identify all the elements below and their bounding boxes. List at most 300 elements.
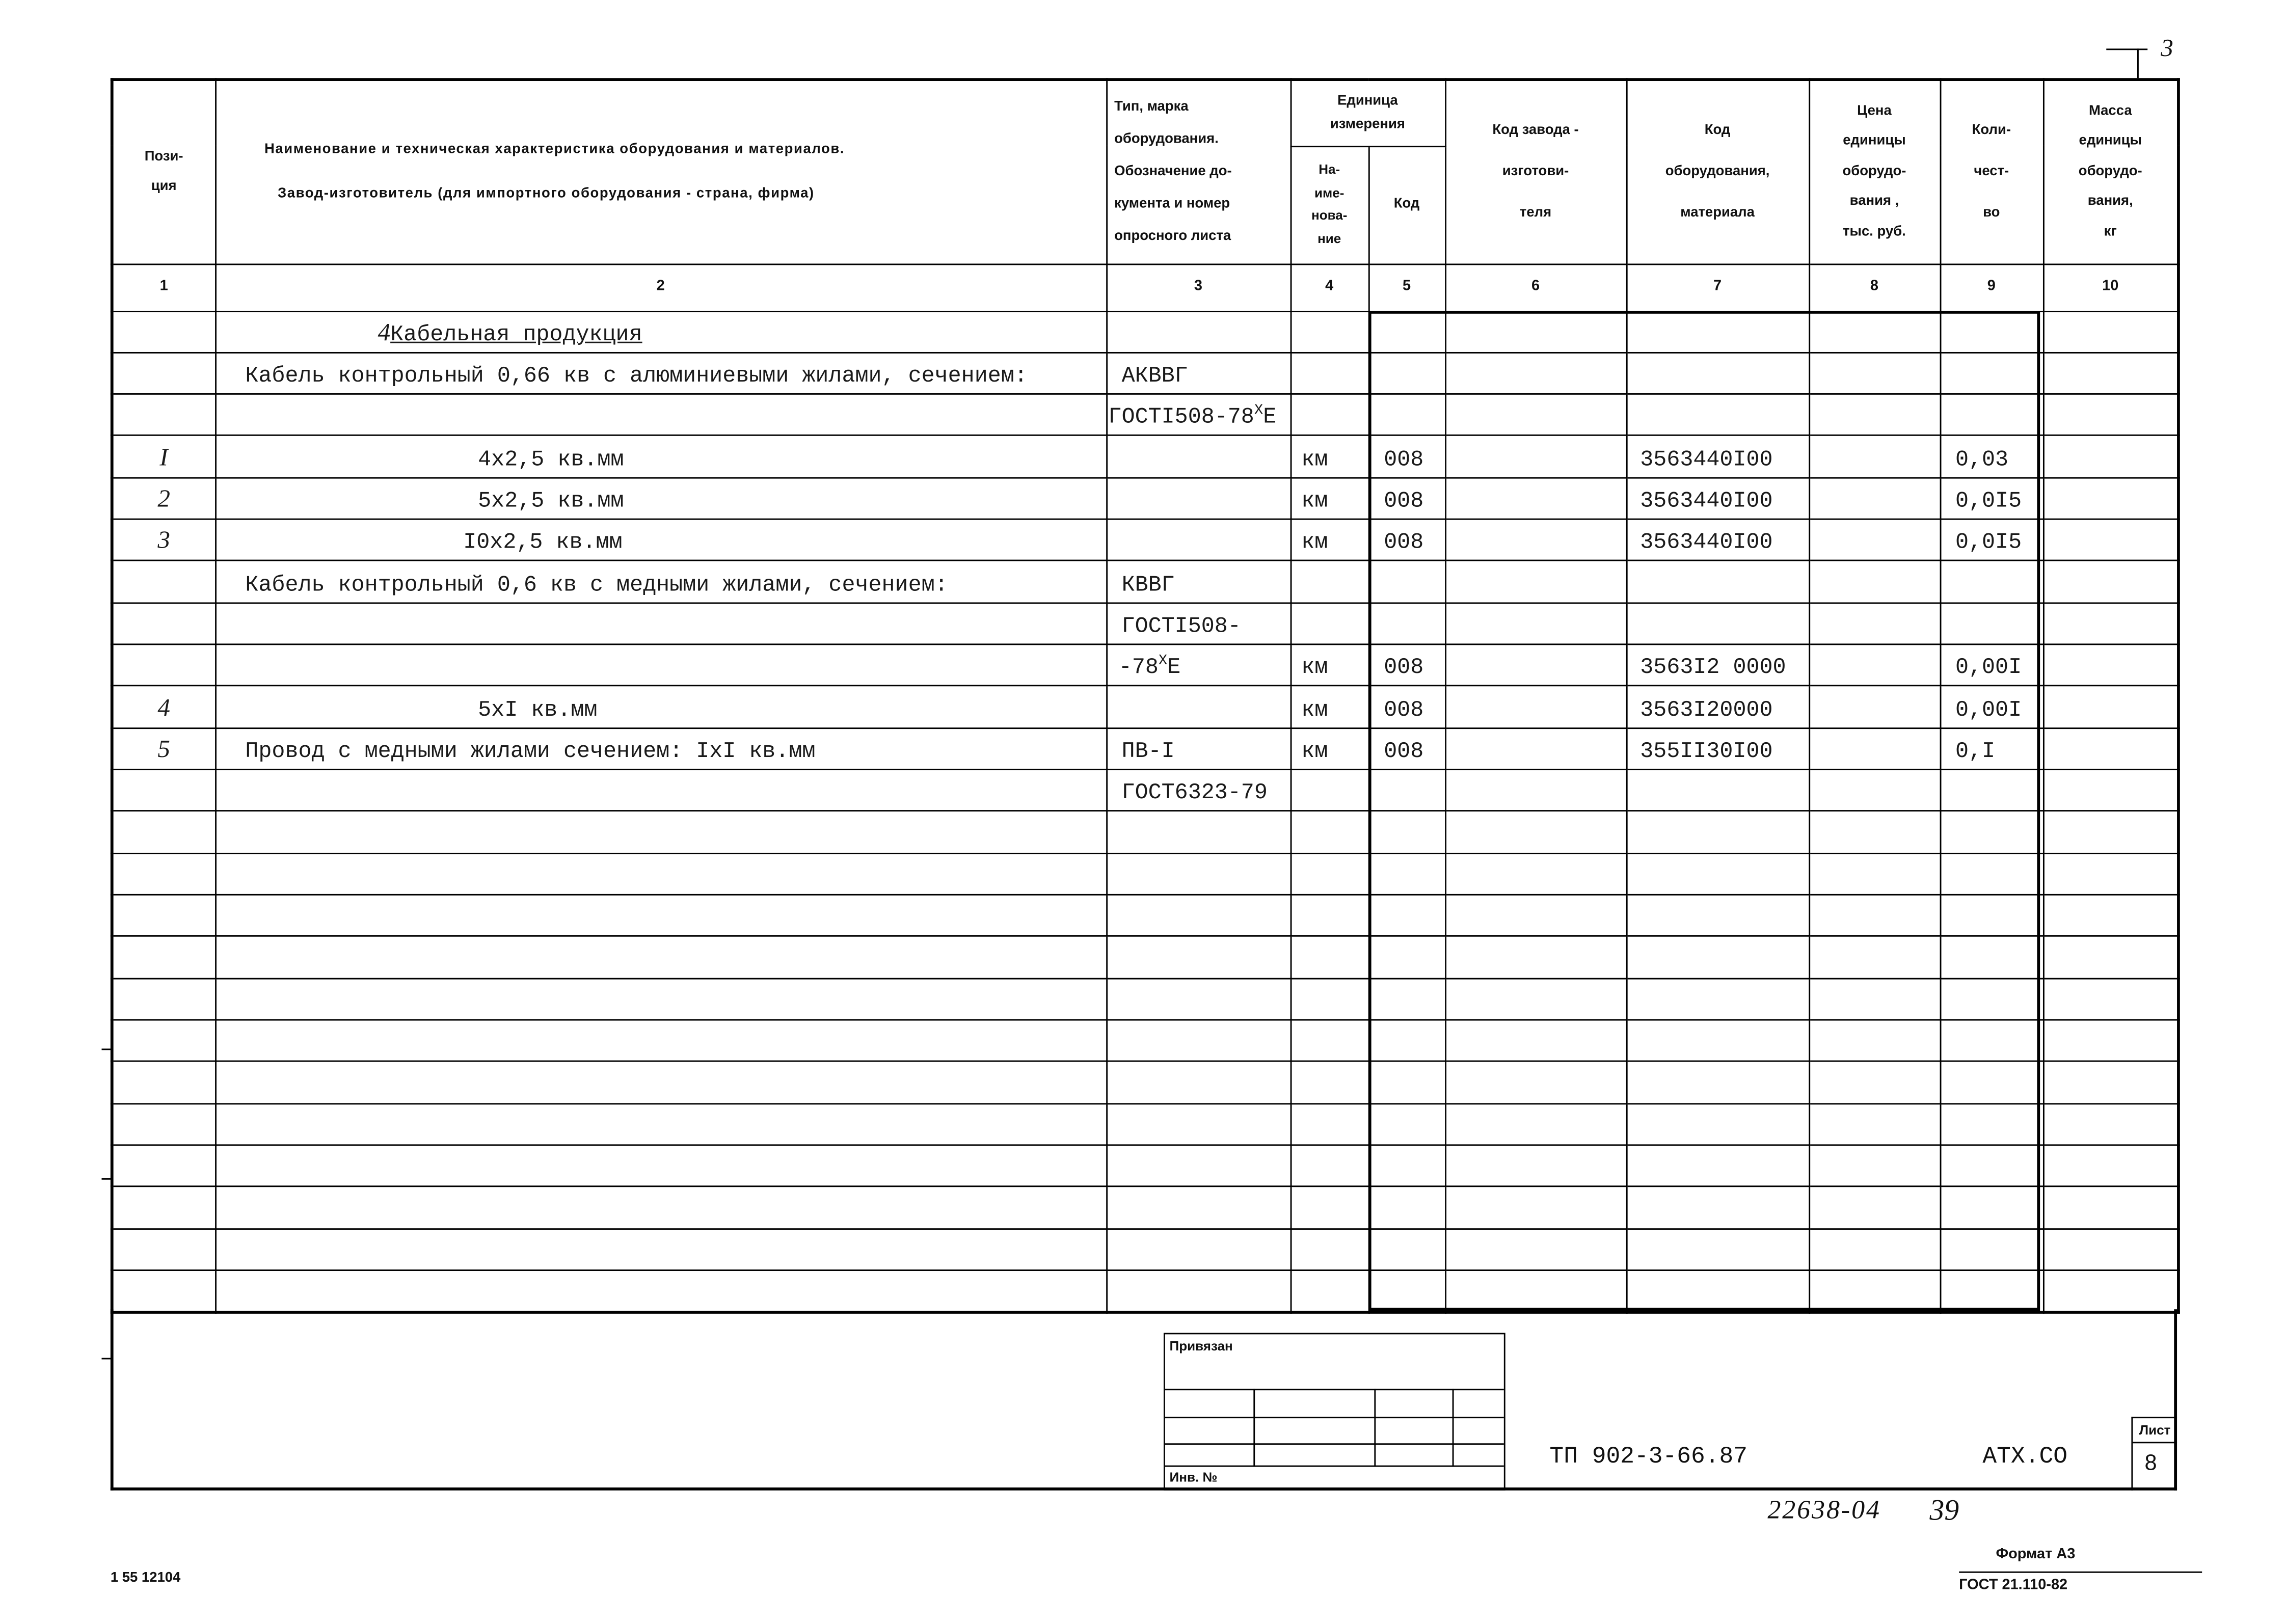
- cell-unit-code: [1368, 1103, 1445, 1145]
- header-unit-code: [1368, 146, 1445, 263]
- column-number: 6: [1445, 264, 1626, 311]
- header-line: во: [1983, 204, 2000, 221]
- column-number: 4: [1290, 264, 1368, 311]
- cell-equipment-code: [1626, 1229, 1809, 1270]
- table-row: [112, 311, 2179, 353]
- header-line: вания,: [2087, 193, 2133, 209]
- cell-plant-code: [1445, 520, 1626, 561]
- table-row: [112, 1020, 2179, 1062]
- cell-equipment-code: [1626, 1103, 1809, 1145]
- cell-unit-price: [1809, 1270, 1940, 1312]
- table-row: [112, 603, 2179, 644]
- header-line: Наименование и техническая характеристика оборудования и материалов.: [264, 141, 845, 157]
- cell-unit-code: [1368, 644, 1445, 686]
- cell-position: [112, 811, 215, 853]
- cell-quantity: [1940, 1187, 2043, 1229]
- cell-unit-code: [1368, 436, 1445, 478]
- cell-plant-code: [1445, 1187, 1626, 1229]
- cell-name: [215, 895, 1106, 937]
- header-line: опросного листа: [1114, 228, 1231, 245]
- cell-unit-mass: [2043, 603, 2179, 644]
- cell-unit-mass: [2043, 436, 2179, 478]
- stamp-label: Привязан: [1169, 1339, 1233, 1354]
- cell-quantity: [1940, 478, 2043, 520]
- cell-unit-price: [1809, 436, 1940, 478]
- cell-unit-price: [1809, 394, 1940, 436]
- cell-type-mark: [1106, 311, 1290, 353]
- header-unit-price: [1809, 79, 1940, 263]
- cell-quantity: [1940, 394, 2043, 436]
- cell-unit-price: [1809, 770, 1940, 811]
- cell-unit-name: [1290, 1229, 1368, 1270]
- cell-quantity: [1940, 644, 2043, 686]
- cell-equipment-code: [1626, 394, 1809, 436]
- cell-type-mark: [1106, 770, 1290, 811]
- cell-name: [215, 978, 1106, 1020]
- standard-label: ГОСТ 21.110-82: [1959, 1577, 2068, 1594]
- header-line: Тип, марка: [1114, 98, 1189, 115]
- cell-quantity: [1940, 603, 2043, 644]
- table-row: [112, 686, 2179, 728]
- cell-text: км: [1301, 531, 1328, 556]
- cell-text: 0,00I: [1955, 697, 2022, 723]
- cell-plant-code: [1445, 728, 1626, 770]
- cell-unit-name: [1290, 561, 1368, 603]
- table-row: [112, 1187, 2179, 1229]
- header-line: кг: [2104, 223, 2117, 239]
- header-unit-name: [1290, 146, 1368, 263]
- cell-unit-mass: [2043, 811, 2179, 853]
- cell-type-mark: [1106, 478, 1290, 520]
- cell-text: ГОСТ6323-79: [1121, 781, 1268, 806]
- cell-unit-mass: [2043, 1229, 2179, 1270]
- cell-unit-price: [1809, 1145, 1940, 1187]
- cell-name: [215, 1229, 1106, 1270]
- cell-name: [215, 644, 1106, 686]
- cell-text: 3: [157, 526, 170, 555]
- cell-position: [112, 1145, 215, 1187]
- cell-name: [215, 1145, 1106, 1187]
- cell-unit-mass: [2043, 394, 2179, 436]
- page-number-mark: 3: [2161, 34, 2173, 62]
- cell-type-mark: [1106, 353, 1290, 394]
- header-line: Коли-: [1972, 122, 2011, 139]
- cell-plant-code: [1445, 1103, 1626, 1145]
- handwritten-page-number: 39: [1929, 1495, 1959, 1528]
- cell-equipment-code: [1626, 1145, 1809, 1187]
- cell-plant-code: [1445, 686, 1626, 728]
- cell-unit-mass: [2043, 978, 2179, 1020]
- approval-stamp-box: [1164, 1333, 1505, 1490]
- cell-unit-mass: [2043, 520, 2179, 561]
- table-row: [112, 811, 2179, 853]
- inventory-number-label: Инв. №: [1169, 1470, 1218, 1485]
- header-line: теля: [1519, 204, 1552, 221]
- cell-text: 3563440I00: [1640, 489, 1773, 515]
- cell-text: АКВВГ: [1121, 364, 1188, 389]
- cell-text: 0,00I: [1955, 656, 2022, 681]
- cell-type-mark: [1106, 1103, 1290, 1145]
- header-line: вания ,: [1849, 193, 1899, 209]
- header-line: кумента и номер: [1114, 195, 1230, 212]
- cell-text: 0,I: [1955, 739, 1996, 765]
- cell-unit-code: [1368, 1229, 1445, 1270]
- header-line: материала: [1680, 204, 1755, 221]
- cell-unit-mass: [2043, 853, 2179, 895]
- header-line: оборудо-: [2078, 163, 2142, 179]
- cell-unit-name: [1290, 1062, 1368, 1103]
- title-block-frame: [111, 1309, 2177, 1491]
- cell-equipment-code: [1626, 895, 1809, 937]
- designation-superscript: Х: [1158, 654, 1168, 671]
- format-rule: [1959, 1572, 2202, 1573]
- header-name: [215, 79, 1106, 263]
- cell-equipment-code: [1626, 1187, 1809, 1229]
- cell-unit-mass: [2043, 1145, 2179, 1187]
- cell-unit-mass: [2043, 728, 2179, 770]
- cell-plant-code: [1445, 478, 1626, 520]
- cell-plant-code: [1445, 394, 1626, 436]
- cell-unit-name: [1290, 853, 1368, 895]
- header-line: Масса: [2088, 102, 2132, 119]
- table-row: [112, 853, 2179, 895]
- cell-position: [112, 561, 215, 603]
- header-line: тыс. руб.: [1843, 223, 1906, 239]
- cell-quantity: [1940, 353, 2043, 394]
- cell-equipment-code: [1626, 436, 1809, 478]
- form-code: 1 55 12104: [110, 1569, 181, 1586]
- header-unit-group: [1290, 79, 1445, 146]
- cell-unit-price: [1809, 1229, 1940, 1270]
- cell-type-mark: [1106, 1145, 1290, 1187]
- cell-type-mark: [1106, 644, 1290, 686]
- cell-position: [112, 520, 215, 561]
- header-line: нова-: [1311, 207, 1348, 223]
- cell-quantity: [1940, 853, 2043, 895]
- cell-position: [112, 1270, 215, 1312]
- cell-quantity: [1940, 1062, 2043, 1103]
- column-number-row: [112, 264, 2179, 311]
- table-row: [112, 770, 2179, 811]
- table-row: [112, 478, 2179, 520]
- equipment-specification-table: [111, 78, 2180, 1313]
- cell-text: 3563I20000: [1640, 697, 1773, 723]
- cell-unit-mass: [2043, 1020, 2179, 1062]
- table-row: [112, 561, 2179, 603]
- cell-equipment-code: [1626, 1270, 1809, 1312]
- column-number: 8: [1809, 264, 1940, 311]
- cell-text: 2: [157, 484, 170, 513]
- cell-unit-mass: [2043, 1103, 2179, 1145]
- cell-unit-name: [1290, 603, 1368, 644]
- cell-unit-name: [1290, 1145, 1368, 1187]
- table-row: [112, 895, 2179, 937]
- page-mark-rule: [2106, 48, 2147, 50]
- cell-unit-price: [1809, 937, 1940, 979]
- header-line: Код завода -: [1492, 122, 1579, 139]
- cell-text: 3563440I00: [1640, 531, 1773, 556]
- cell-text: ГОСТI508-: [1121, 614, 1241, 640]
- cell-type-mark: [1106, 853, 1290, 895]
- header-line: ция: [151, 178, 177, 194]
- cell-unit-price: [1809, 603, 1940, 644]
- cell-unit-code: [1368, 728, 1445, 770]
- column-number: 1: [112, 264, 215, 311]
- cell-unit-price: [1809, 311, 1940, 353]
- cell-text: 008: [1384, 447, 1424, 473]
- cell-unit-name: [1290, 1103, 1368, 1145]
- cell-unit-price: [1809, 728, 1940, 770]
- cell-name: [215, 394, 1106, 436]
- cell-unit-price: [1809, 895, 1940, 937]
- header-line: Цена: [1857, 102, 1892, 119]
- table-row: [112, 937, 2179, 979]
- cell-name: [215, 937, 1106, 979]
- cell-unit-price: [1809, 686, 1940, 728]
- cell-unit-mass: [2043, 311, 2179, 353]
- cell-plant-code: [1445, 603, 1626, 644]
- header-unit-mass: [2043, 79, 2179, 263]
- cell-plant-code: [1445, 1020, 1626, 1062]
- cell-type-mark: [1106, 686, 1290, 728]
- cell-type-mark: [1106, 1020, 1290, 1062]
- stamp-rule: [1253, 1389, 1255, 1467]
- table-row: [112, 1103, 2179, 1145]
- cell-text: Кабель контрольный 0,6 кв с медными жилами, сечением:: [245, 573, 948, 598]
- cell-text: КВВГ: [1121, 573, 1175, 598]
- header-line: чест-: [1974, 163, 2009, 179]
- cell-unit-name: [1290, 978, 1368, 1020]
- cell-unit-code: [1368, 686, 1445, 728]
- cell-name: [215, 1270, 1106, 1312]
- cell-plant-code: [1445, 978, 1626, 1020]
- cell-text: км: [1301, 656, 1328, 681]
- cell-plant-code: [1445, 1145, 1626, 1187]
- cell-unit-code: [1368, 1187, 1445, 1229]
- cell-position: [112, 978, 215, 1020]
- cell-name: [215, 811, 1106, 853]
- header-line: изготови-: [1502, 163, 1569, 179]
- cell-position: [112, 1103, 215, 1145]
- cell-unit-price: [1809, 478, 1940, 520]
- header-quantity: [1940, 79, 2043, 263]
- cell-unit-code: [1368, 561, 1445, 603]
- cell-plant-code: [1445, 561, 1626, 603]
- cell-quantity: [1940, 561, 2043, 603]
- cell-type-mark: [1106, 603, 1290, 644]
- cell-quantity: [1940, 436, 2043, 478]
- cell-equipment-code: [1626, 311, 1809, 353]
- cell-unit-mass: [2043, 478, 2179, 520]
- cell-text: км: [1301, 739, 1328, 765]
- cell-type-mark: [1106, 1062, 1290, 1103]
- cell-quantity: [1940, 520, 2043, 561]
- cell-equipment-code: [1626, 1062, 1809, 1103]
- cell-unit-name: [1290, 644, 1368, 686]
- cell-plant-code: [1445, 1270, 1626, 1312]
- cell-type-mark: [1106, 561, 1290, 603]
- cell-text: 5xI кв.мм: [478, 697, 598, 723]
- cell-name: [215, 686, 1106, 728]
- cell-quantity: [1940, 728, 2043, 770]
- cell-unit-price: [1809, 1103, 1940, 1145]
- cell-unit-price: [1809, 1020, 1940, 1062]
- cell-text: 5x2,5 кв.мм: [478, 489, 624, 515]
- cell-unit-name: [1290, 1020, 1368, 1062]
- cell-unit-mass: [2043, 895, 2179, 937]
- cell-plant-code: [1445, 644, 1626, 686]
- header-line: оборудо-: [1842, 163, 1906, 179]
- cell-equipment-code: [1626, 520, 1809, 561]
- cell-unit-name: [1290, 478, 1368, 520]
- cell-text: км: [1301, 489, 1328, 515]
- column-number: 9: [1940, 264, 2043, 311]
- cell-text: 4: [157, 693, 170, 722]
- header-line: Обозначение до-: [1114, 163, 1232, 179]
- cell-type-mark: [1106, 394, 1290, 436]
- cell-unit-name: [1290, 1270, 1368, 1312]
- cell-unit-name: [1290, 728, 1368, 770]
- cell-unit-mass: [2043, 937, 2179, 979]
- sheet-number: 8: [2144, 1450, 2157, 1476]
- table-row: [112, 1229, 2179, 1270]
- section-number: 4: [378, 317, 391, 346]
- table-row: [112, 394, 2179, 436]
- cell-name: [215, 1187, 1106, 1229]
- cell-text: ПВ-I: [1121, 739, 1175, 765]
- cell-unit-price: [1809, 978, 1940, 1020]
- cell-quantity: [1940, 1145, 2043, 1187]
- cell-type-mark: [1106, 978, 1290, 1020]
- cell-unit-code: [1368, 937, 1445, 979]
- cell-text: 0,03: [1955, 447, 2009, 473]
- cell-unit-code: [1368, 978, 1445, 1020]
- cell-text: Провод с медными жилами сечением: IxI кв.мм: [245, 739, 816, 765]
- cell-unit-mass: [2043, 561, 2179, 603]
- cell-equipment-code: [1626, 353, 1809, 394]
- cell-unit-code: [1368, 770, 1445, 811]
- table-row: [112, 1062, 2179, 1103]
- cell-position: [112, 478, 215, 520]
- cell-text: 008: [1384, 489, 1424, 515]
- sheet-box: [2131, 1417, 2177, 1491]
- cell-plant-code: [1445, 311, 1626, 353]
- cell-equipment-code: [1626, 770, 1809, 811]
- table-row: [112, 728, 2179, 770]
- cell-position: [112, 686, 215, 728]
- header-line: Код: [1393, 196, 1420, 212]
- cell-unit-name: [1290, 520, 1368, 561]
- cell-unit-code: [1368, 1062, 1445, 1103]
- cell-unit-code: [1368, 353, 1445, 394]
- header-row: [112, 79, 2179, 146]
- cell-quantity: [1940, 1020, 2043, 1062]
- cell-name: [215, 1020, 1106, 1062]
- header-line: оборудования,: [1665, 163, 1770, 179]
- cell-name: [215, 436, 1106, 478]
- cell-position: [112, 937, 215, 979]
- cell-quantity: [1940, 770, 2043, 811]
- cell-unit-mass: [2043, 686, 2179, 728]
- cell-quantity: [1940, 937, 2043, 979]
- header-equipment-code: [1626, 79, 1809, 263]
- cell-unit-name: [1290, 811, 1368, 853]
- cell-equipment-code: [1626, 1020, 1809, 1062]
- cell-unit-mass: [2043, 1187, 2179, 1229]
- cell-equipment-code: [1626, 603, 1809, 644]
- cell-unit-code: [1368, 1270, 1445, 1312]
- cell-text: 4x2,5 кв.мм: [478, 447, 624, 473]
- cell-name: [215, 1062, 1106, 1103]
- cell-unit-name: [1290, 937, 1368, 979]
- column-number: 2: [215, 264, 1106, 311]
- cell-text: 008: [1384, 697, 1424, 723]
- cell-unit-mass: [2043, 353, 2179, 394]
- cell-quantity: [1940, 895, 2043, 937]
- cell-unit-price: [1809, 811, 1940, 853]
- cell-unit-price: [1809, 853, 1940, 895]
- cell-position: [112, 394, 215, 436]
- designation: ГОСТI508-78: [1108, 405, 1254, 431]
- cell-plant-code: [1445, 1062, 1626, 1103]
- table-row: [112, 978, 2179, 1020]
- cell-equipment-code: [1626, 686, 1809, 728]
- header-plant-code: [1445, 79, 1626, 263]
- cell-unit-price: [1809, 353, 1940, 394]
- cell-text: 008: [1384, 739, 1424, 765]
- cell-unit-code: [1368, 478, 1445, 520]
- cell-type-mark: [1106, 436, 1290, 478]
- cell-quantity: [1940, 1229, 2043, 1270]
- header-line: Код: [1704, 122, 1731, 139]
- cell-name: [215, 728, 1106, 770]
- cell-unit-name: [1290, 353, 1368, 394]
- cell-quantity: [1940, 311, 2043, 353]
- cell-unit-price: [1809, 520, 1940, 561]
- cell-text: 355II30I00: [1640, 739, 1773, 765]
- cell-position: [112, 1062, 215, 1103]
- cell-plant-code: [1445, 353, 1626, 394]
- cell-plant-code: [1445, 937, 1626, 979]
- table-row: [112, 644, 2179, 686]
- cell-plant-code: [1445, 1229, 1626, 1270]
- header-position: [112, 79, 215, 263]
- cell-text: 008: [1384, 656, 1424, 681]
- section-title: Кабельная продукция: [390, 322, 642, 347]
- cell-unit-mass: [2043, 1270, 2179, 1312]
- table-body: [112, 311, 2179, 1312]
- cell-unit-name: [1290, 1187, 1368, 1229]
- cell-equipment-code: [1626, 811, 1809, 853]
- cell-text: 008: [1384, 531, 1424, 556]
- cell-plant-code: [1445, 436, 1626, 478]
- cell-text: I0x2,5 кв.мм: [463, 531, 623, 556]
- cell-name: [215, 520, 1106, 561]
- header-line: Пози-: [144, 148, 183, 165]
- table-row: [112, 353, 2179, 394]
- cell-unit-mass: [2043, 644, 2179, 686]
- cell-unit-name: [1290, 436, 1368, 478]
- cell-text: 3563I2 0000: [1640, 656, 1786, 681]
- cell-plant-code: [1445, 853, 1626, 895]
- table-row: [112, 1270, 2179, 1312]
- cell-position: [112, 895, 215, 937]
- cell-position: [112, 853, 215, 895]
- cell-equipment-code: [1626, 728, 1809, 770]
- cell-type-mark: [1106, 1187, 1290, 1229]
- cell-unit-price: [1809, 561, 1940, 603]
- cell-equipment-code: [1626, 853, 1809, 895]
